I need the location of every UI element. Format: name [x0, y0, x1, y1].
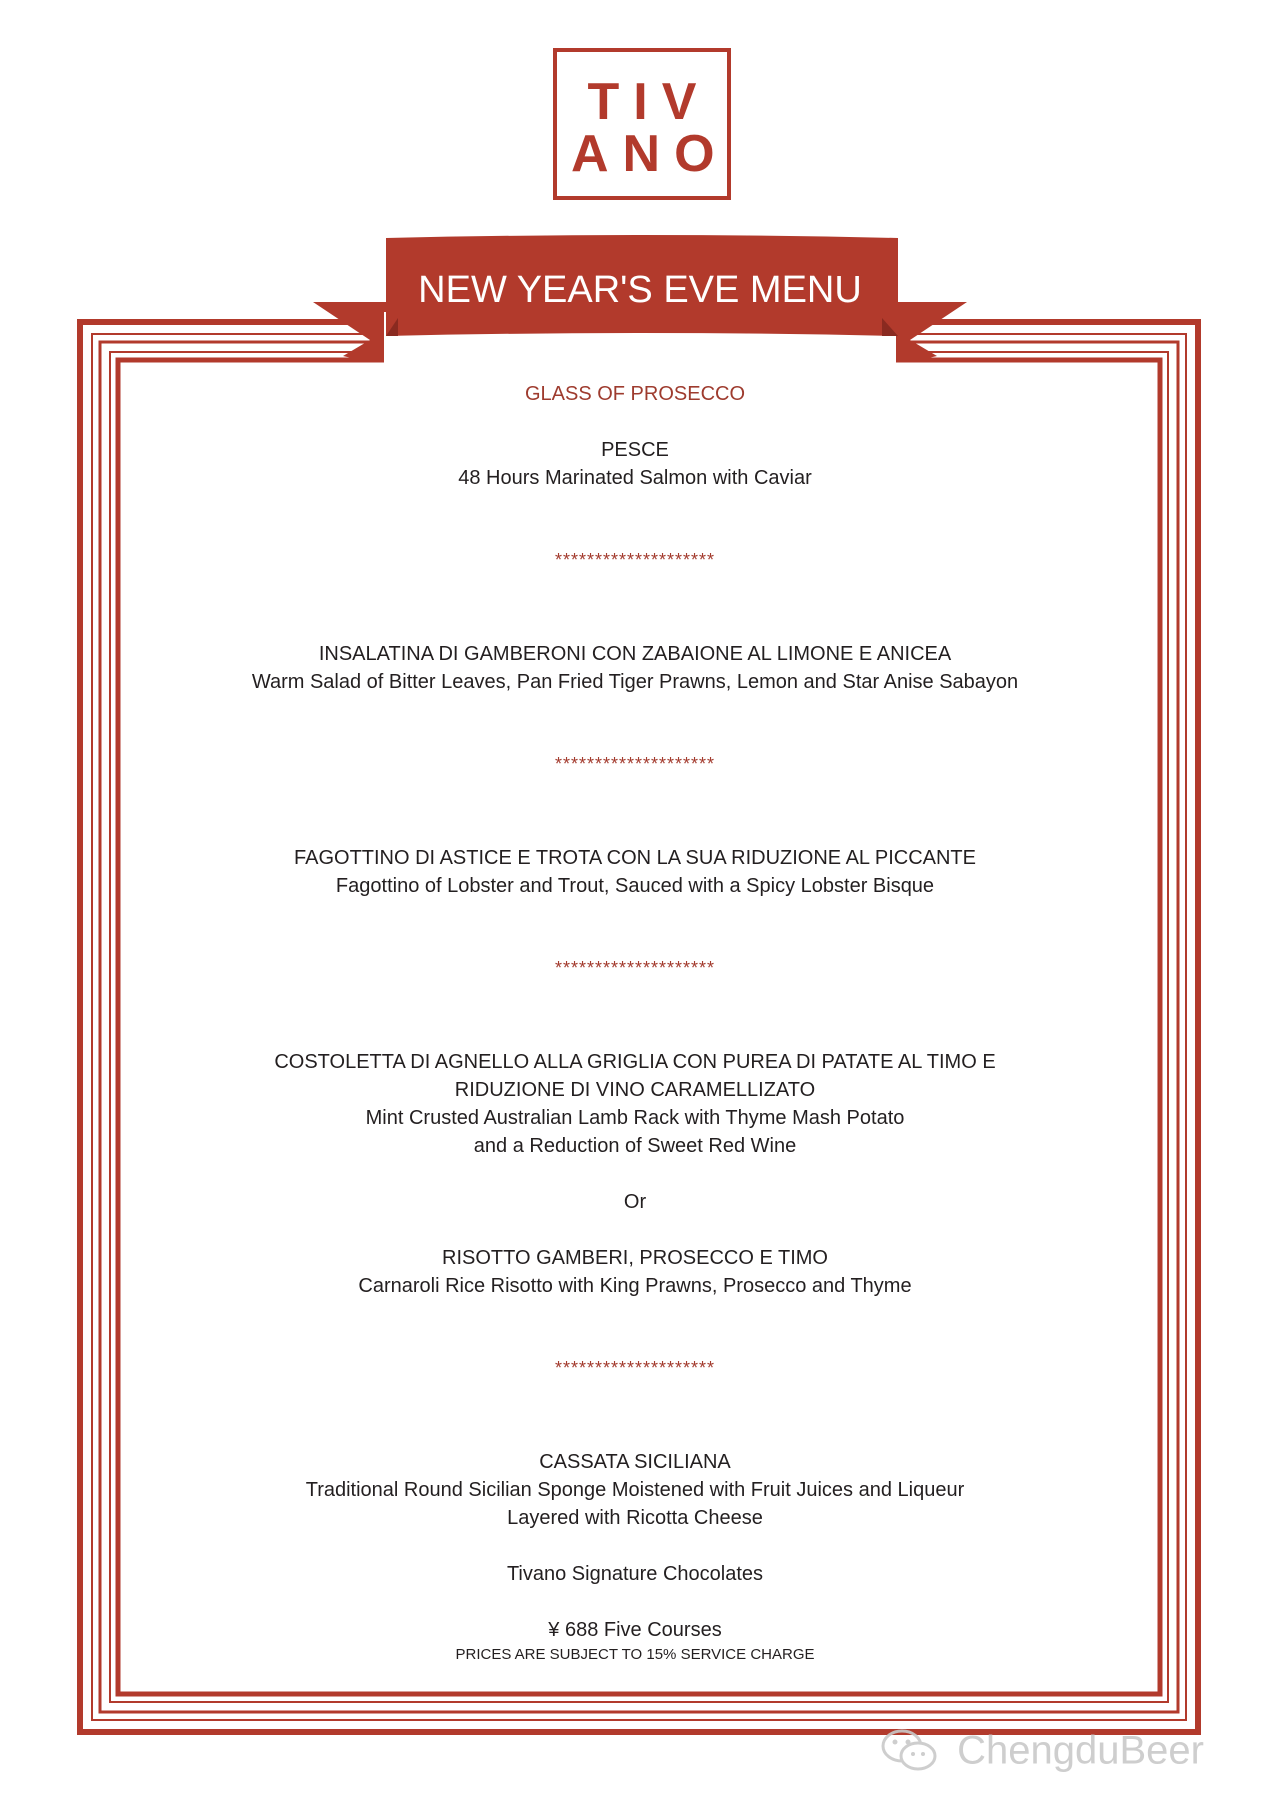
course-3-italian: FAGOTTINO DI ASTICE E TROTA CON LA SUA RIDUZIONE AL PICCANTE — [294, 847, 976, 869]
course-4-italian-line-1: COSTOLETTA DI AGNELLO ALLA GRIGLIA CON PUREA DI PATATE AL TIMO E — [274, 1051, 996, 1073]
course-3-english: Fagottino of Lobster and Trout, Sauced with a Spicy Lobster Bisque — [335, 875, 935, 897]
separator: ******************** — [554, 550, 716, 570]
aperitif: GLASS OF PROSECCO — [524, 383, 746, 405]
course-4-alt-italian: RISOTTO GAMBERI, PROSECCO E TIMO — [442, 1247, 828, 1269]
logo-line-2: ANO — [571, 125, 729, 183]
course-2-english: Warm Salad of Bitter Leaves, Pan Fried Tiger Prawns, Lemon and Star Anise Sabayon — [251, 671, 1019, 693]
separator: ******************** — [554, 958, 716, 978]
course-5-english-line-1: Traditional Round Sicilian Sponge Moistened with Fruit Juices and Liqueur — [305, 1479, 965, 1501]
separator: ******************** — [554, 1358, 716, 1378]
menu-banner-title: NEW YEAR'S EVE MENU — [418, 269, 862, 311]
course-1-italian: PESCE — [601, 439, 669, 461]
course-2-italian: INSALATINA DI GAMBERONI CON ZABAIONE AL LIMONE E ANICEA — [318, 643, 952, 665]
course-4-italian-line-2: RIDUZIONE DI VINO CARAMELLIZATO — [454, 1079, 816, 1101]
course-4-alt-english: Carnaroli Rice Risotto with King Prawns, Prosecco and Thyme — [358, 1275, 912, 1297]
course-4-or: Or — [623, 1191, 647, 1213]
watermark — [880, 1718, 1240, 1778]
tivano-logo — [553, 48, 731, 200]
course-4-english-line-1: Mint Crusted Australian Lamb Rack with Thyme Mash Potato — [365, 1107, 905, 1129]
wechat-icon — [880, 1726, 940, 1774]
course-5-extra: Tivano Signature Chocolates — [506, 1563, 764, 1585]
service-charge-note: PRICES ARE SUBJECT TO 15% SERVICE CHARGE — [455, 1646, 815, 1663]
course-4-english-line-2: and a Reduction of Sweet Red Wine — [473, 1135, 797, 1157]
course-5-italian: CASSATA SICILIANA — [539, 1451, 731, 1473]
watermark-text: ChengduBeer — [957, 1728, 1204, 1773]
logo-line-1: TIV — [587, 73, 711, 131]
course-5-english-line-2: Layered with Ricotta Cheese — [507, 1507, 763, 1529]
separator: ******************** — [554, 754, 716, 774]
course-1-english: 48 Hours Marinated Salmon with Caviar — [458, 467, 812, 489]
menu-body — [160, 380, 1110, 1666]
price: ¥ 688 Five Courses — [548, 1619, 722, 1641]
